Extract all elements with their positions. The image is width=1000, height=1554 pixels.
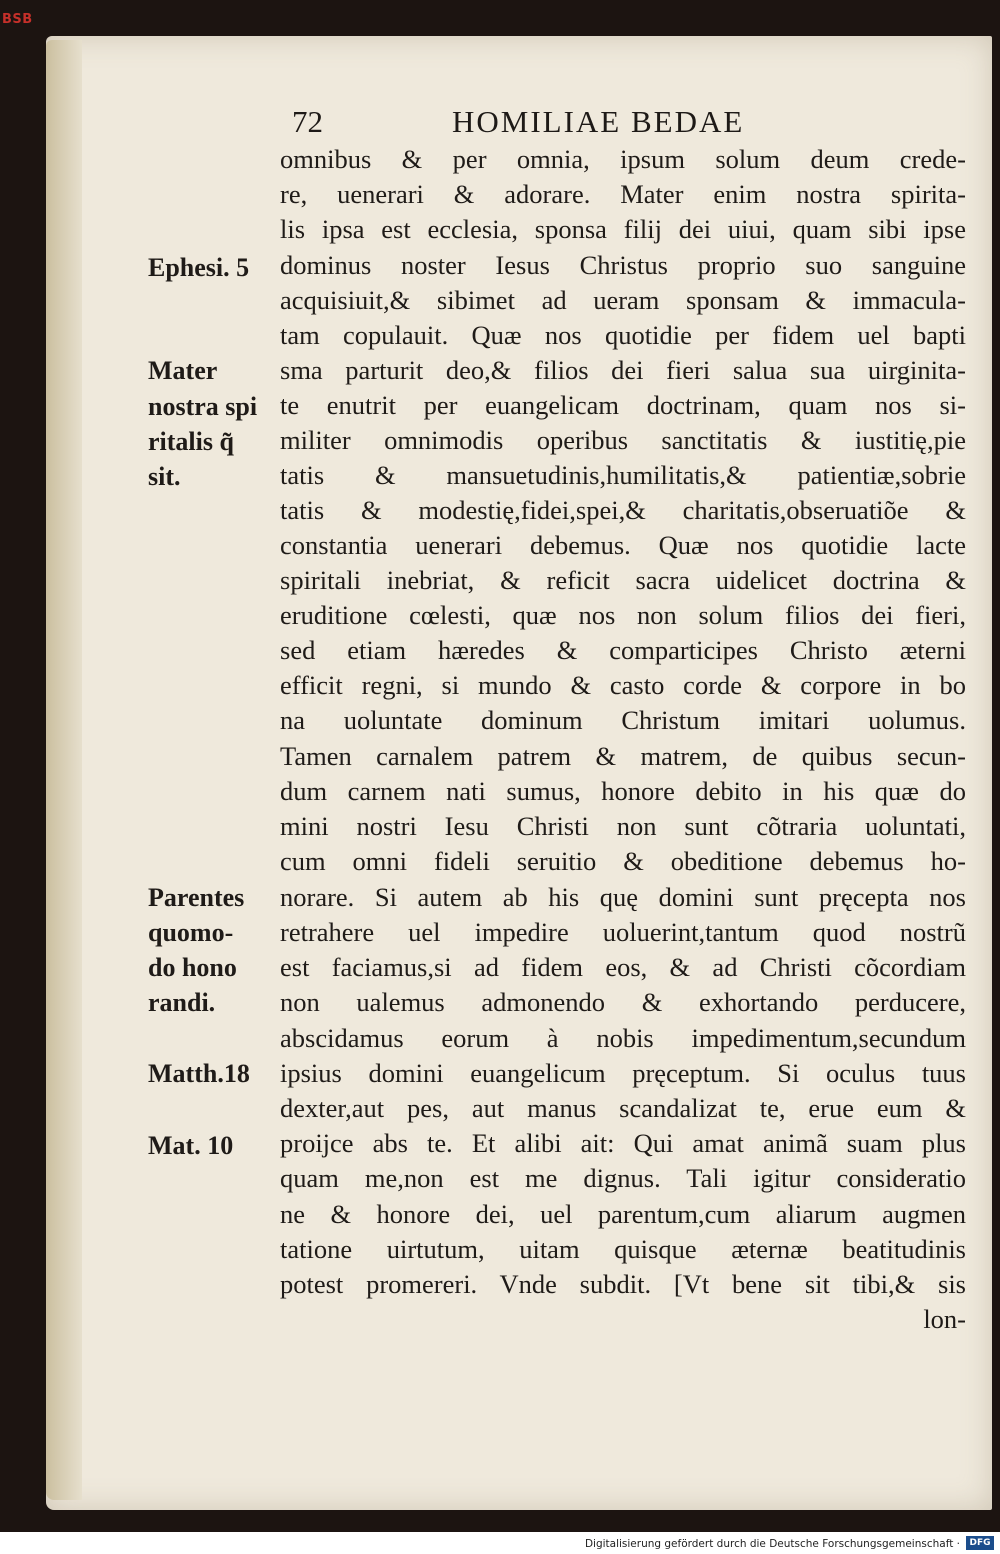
- text-line: proijce abs te. Et alibi ait: Qui amat animã suam plus: [280, 1128, 966, 1158]
- text-line: eruditione cœlesti, quæ nos non solum filios dei fieri,: [280, 600, 966, 630]
- text-line: sed etiam hæredes & comparticipes Christo æterni: [280, 635, 966, 665]
- margin-note: nostra spi: [148, 392, 258, 421]
- margin-note: Matth.18: [148, 1059, 250, 1088]
- bsb-logo: BSB: [2, 12, 33, 27]
- text-line: spiritali inebriat, & reficit sacra uidelicet doctrina &: [280, 565, 966, 595]
- text-line: retrahere uel impedire uoluerint,tantum quod nostrũ: [280, 917, 966, 947]
- margin-note: quomo-: [148, 918, 234, 947]
- dfg-logo: DFG: [966, 1536, 994, 1550]
- catchword: lon-: [923, 1304, 966, 1334]
- text-line: efficit regni, si mundo & casto corde & corpore in bo: [280, 670, 966, 700]
- text-line: dominus noster Iesus Christus proprio suo sanguine: [280, 250, 966, 280]
- text-line: sma parturit deo,& filios dei fieri salua sua uirginita-: [280, 355, 966, 385]
- text-line: tatis & mansuetudinis,humilitatis,& patientiæ,sobrie: [280, 460, 966, 490]
- margin-note: sit.: [148, 462, 181, 491]
- text-line: omnibus & per omnia, ipsum solum deum crede-: [280, 144, 966, 174]
- margin-note: Parentes: [148, 883, 245, 912]
- text-line: tatis & modestię,fidei,spei,& charitatis,obseruatiõe &: [280, 495, 966, 525]
- page-number: 72: [292, 104, 323, 139]
- text-line: ipsius domini euangelicum pręceptum. Si oculus tuus: [280, 1058, 966, 1088]
- text-line: constantia uenerari debemus. Quæ nos quotidie lacte: [280, 530, 966, 560]
- margin-note: Mater: [148, 356, 218, 385]
- text-line: non ualemus admonendo & exhortando perducere,: [280, 987, 966, 1017]
- text-line: quam me,non est me dignus. Tali igitur consideratio: [280, 1163, 966, 1193]
- text-line: lis ipsa est ecclesia, sponsa filij dei uiui, quam sibi ipse: [280, 214, 966, 244]
- text-line: abscidamus eorum à nobis impedimentum,secundum: [280, 1023, 966, 1053]
- text-line: Tamen carnalem patrem & matrem, de quibus secun-: [280, 741, 966, 771]
- running-head: HOMILIAE BEDAE: [452, 104, 745, 139]
- footer-credit: Digitalisierung gefördert durch die Deutsche Forschungsgemeinschaft ·: [584, 1538, 960, 1550]
- text-line: dum carnem nati sumus, honore debito in his quæ do: [280, 776, 966, 806]
- text-line: te enutrit per euangelicam doctrinam, quam nos si-: [280, 390, 966, 420]
- text-line: tatione uirtutum, uitam quisque æternæ beatitudinis: [280, 1234, 966, 1264]
- margin-note: randi.: [148, 988, 216, 1017]
- text-line: dexter,aut pes, aut manus scandalizat te, erue eum &: [280, 1093, 966, 1123]
- margin-note: ritalis q̃: [148, 427, 234, 456]
- margin-note: Mat. 10: [148, 1131, 234, 1160]
- text-line: norare. Si autem ab his quę domini sunt pręcepta nos: [280, 882, 966, 912]
- text-line: na uoluntate dominum Christum imitari uolumus.: [280, 705, 966, 735]
- text-line: acquisiuit,& sibimet ad ueram sponsam & immacula-: [280, 285, 966, 315]
- text-line: est faciamus,si ad fidem eos, & ad Christi cõcordiam: [280, 952, 966, 982]
- margin-note: Ephesi. 5: [148, 253, 250, 282]
- text-line: re, uenerari & adorare. Mater enim nostra spirita-: [280, 179, 966, 209]
- text-line: mini nostri Iesu Christi non sunt cõtraria uoluntati,: [280, 811, 966, 841]
- text-line: potest promereri. Vnde subdit. [Vt bene sit tibi,& sis: [280, 1269, 966, 1299]
- text-line: tam copulauit. Quæ nos quotidie per fidem uel bapti: [280, 320, 966, 350]
- margin-note: do hono: [148, 953, 237, 982]
- text-line: ne & honore dei, uel parentum,cum aliarum augmen: [280, 1199, 966, 1229]
- text-line: cum omni fideli seruitio & obeditione debemus ho-: [280, 846, 966, 876]
- text-line: militer omnimodis operibus sanctitatis & iustitię,pie: [280, 425, 966, 455]
